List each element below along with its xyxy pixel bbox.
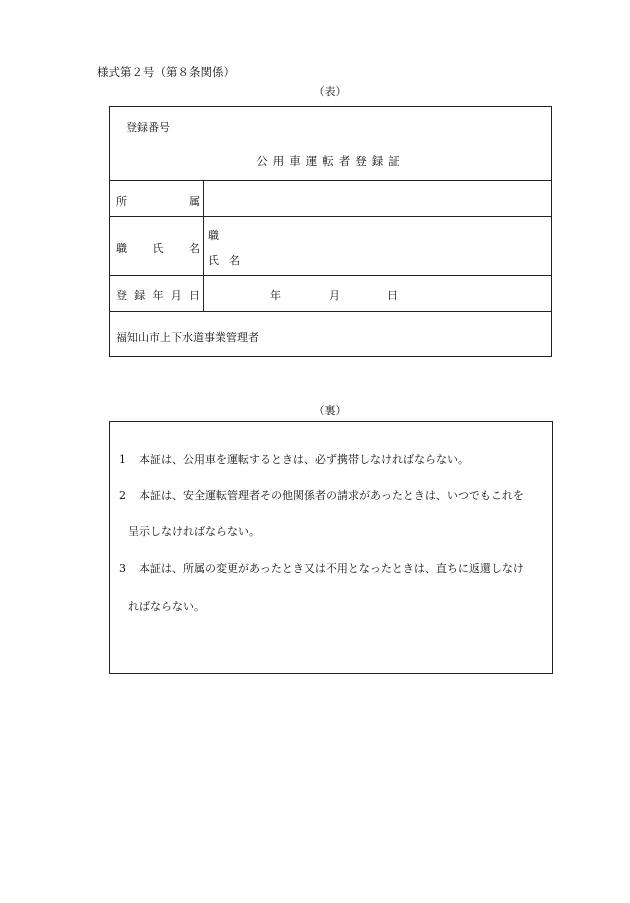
issuer-name: 福知山市上下水道事業管理者 <box>116 331 259 344</box>
column-divider <box>203 180 204 311</box>
date-year-label: 年 <box>270 289 281 302</box>
form-number: 様式第２号（第８条関係） <box>97 65 235 79</box>
clause-2: 2 本証は、安全運転管理者その他関係者の請求があったときは、いつでもこれを <box>119 489 524 502</box>
clause-3: 3 本証は、所属の変更があったとき又は不用となったときは、直ちに返還しなけ <box>119 562 524 575</box>
registration-card-back <box>109 421 553 674</box>
row-divider <box>110 180 551 181</box>
row-divider <box>110 216 551 217</box>
back-side-label: （裏） <box>313 404 347 417</box>
job-title-field-label: 職 <box>208 229 219 242</box>
position-name-label: 職 氏 名 <box>116 242 200 255</box>
clause-2-continuation: 呈示しなければならない。 <box>128 525 260 538</box>
front-side-label: （表） <box>313 85 347 98</box>
date-day-label: 日 <box>387 289 398 302</box>
registration-number-label: 登録番号 <box>126 121 170 134</box>
registration-card-front <box>109 106 552 357</box>
name-field-label: 氏名 <box>208 254 250 267</box>
row-divider <box>110 275 551 276</box>
clause-3-continuation: ればならない。 <box>128 600 205 613</box>
affiliation-label: 所 属 <box>116 195 200 208</box>
date-month-label: 月 <box>329 289 340 302</box>
card-title: 公用車運転者登録証 <box>256 154 405 168</box>
clause-1: 1 本証は、公用車を運転するときは、必ず携帯しなければならない。 <box>119 453 469 466</box>
row-divider <box>110 311 551 312</box>
registration-date-label: 登 録 年 月 日 <box>116 289 200 302</box>
